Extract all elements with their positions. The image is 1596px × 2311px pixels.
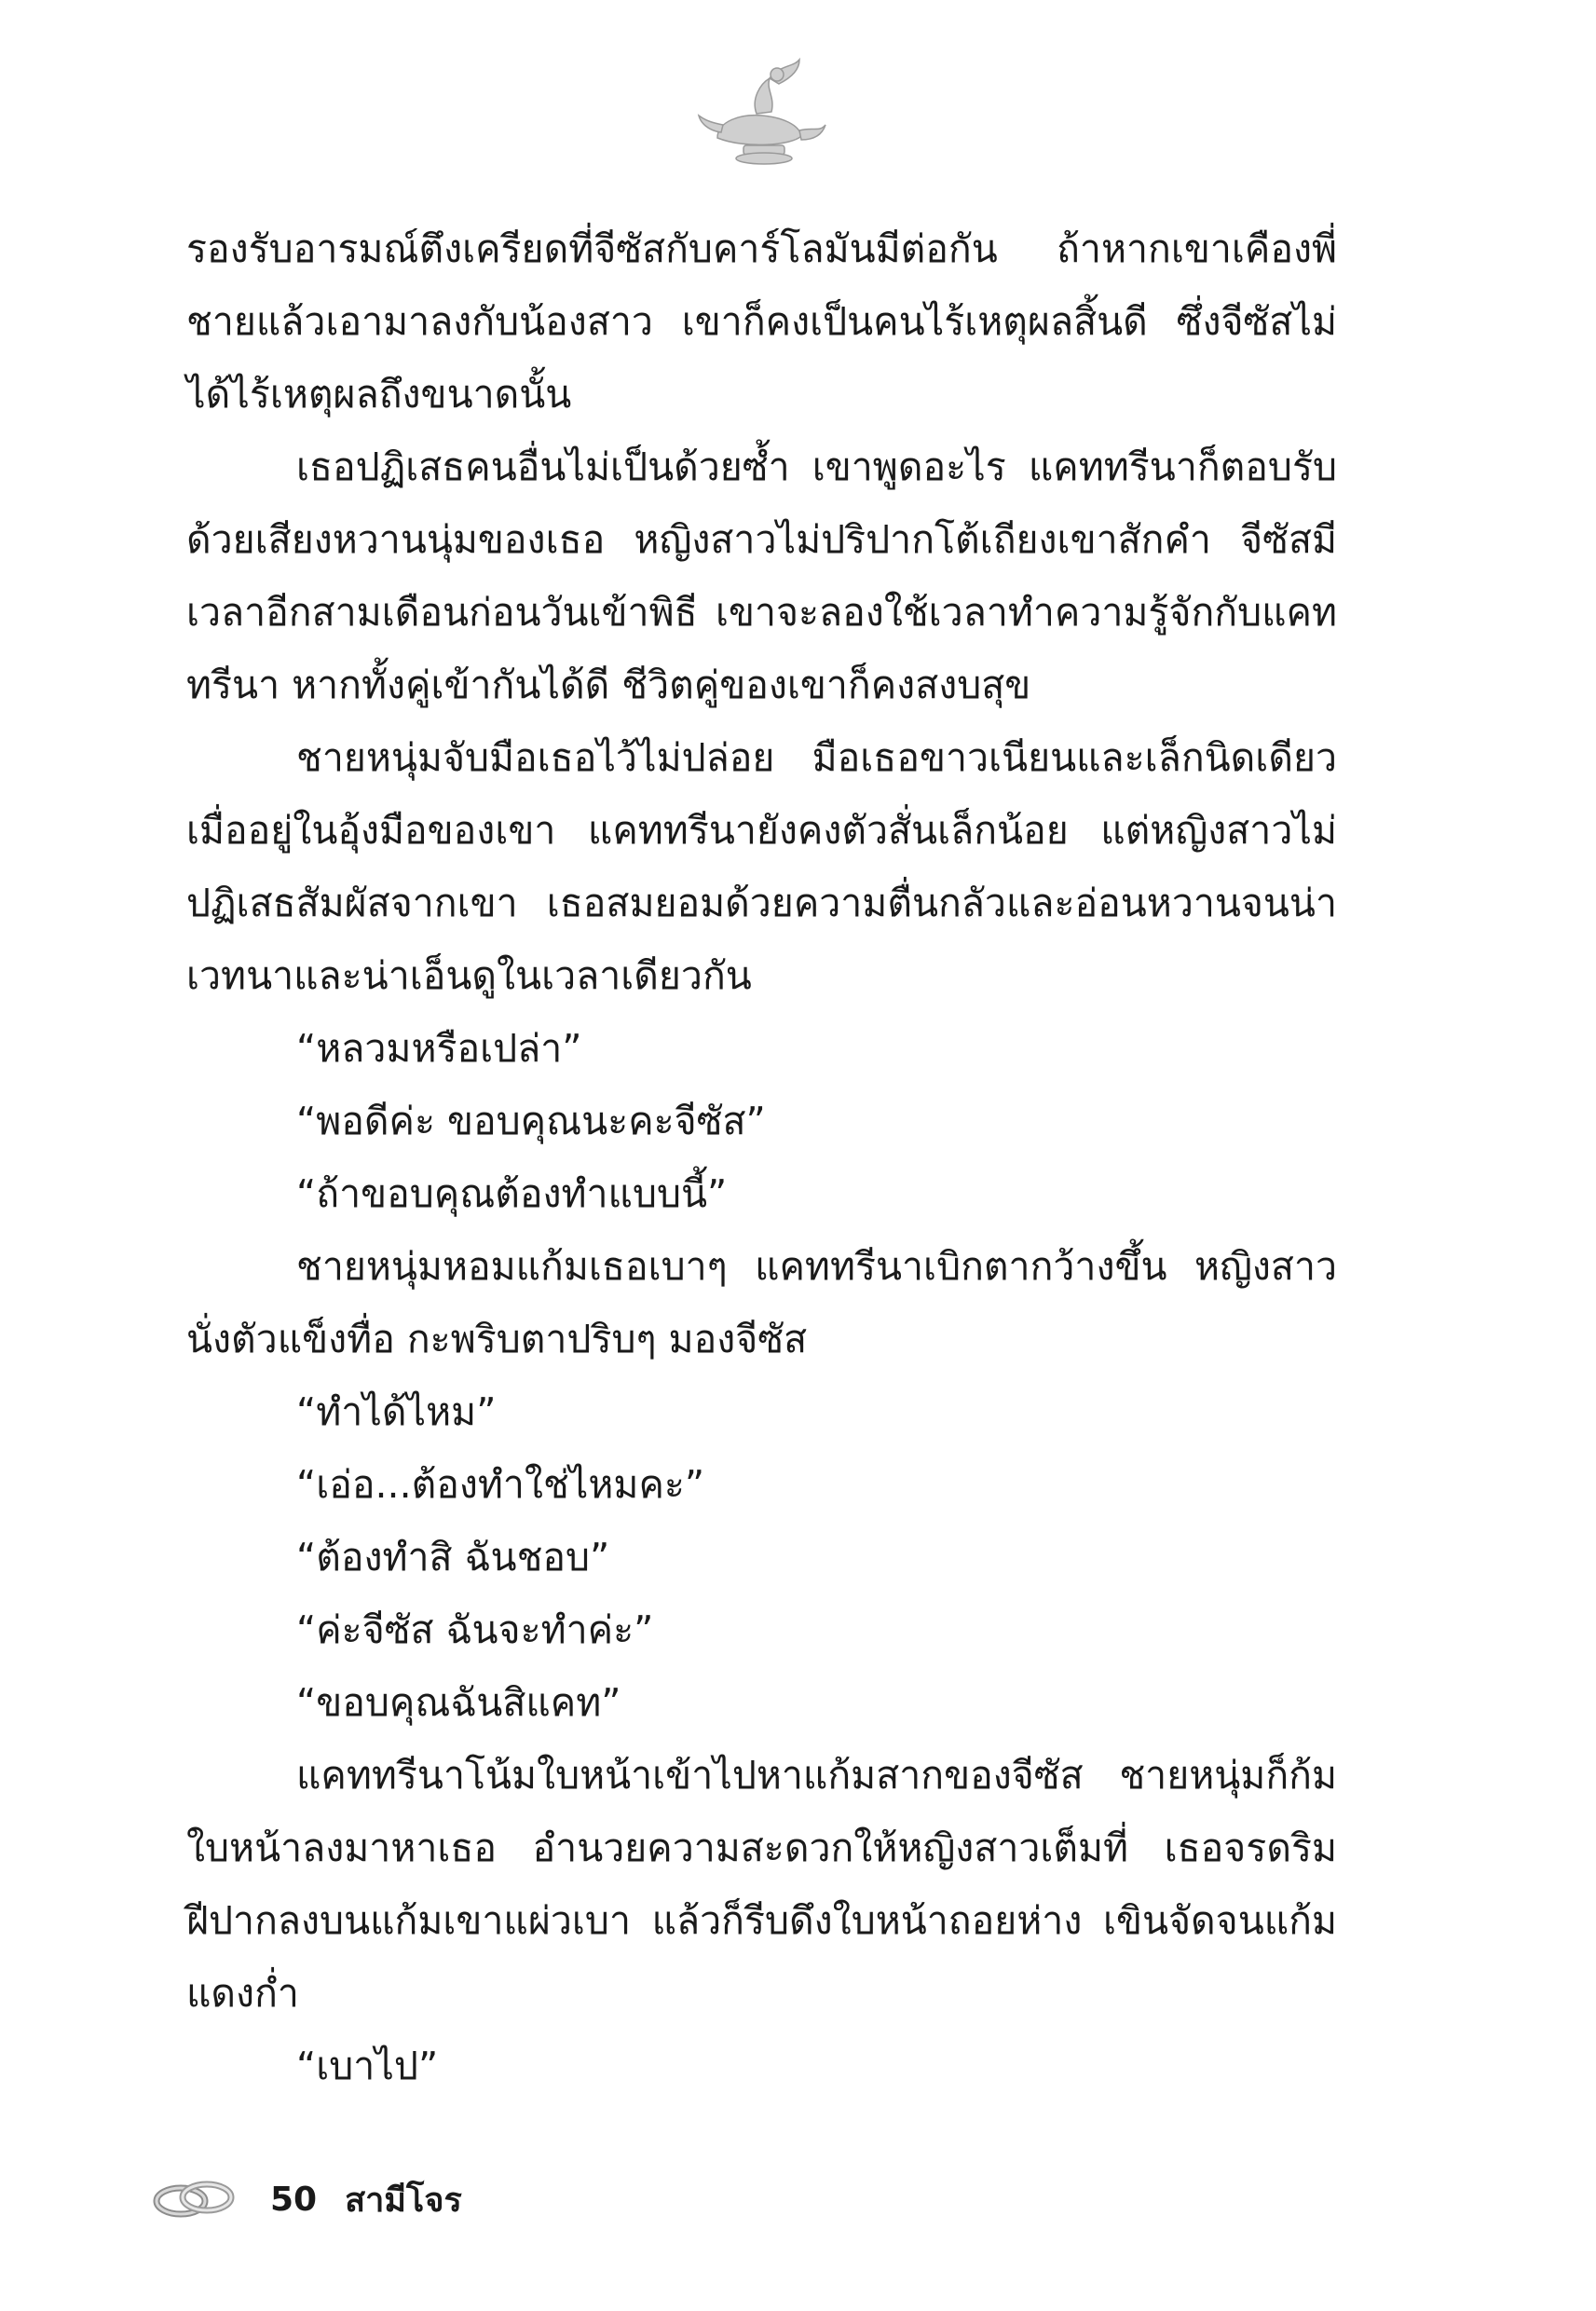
- dialogue-line: “ถ้าขอบคุณต้องทำแบบนี้”: [296, 1171, 728, 1216]
- paragraph: ชายหนุ่มหอมแก้มเธอเบาๆ แคททรีนาเบิกตากว้างขึ้น หญิงสาวนั่งตัวแข็งทื่อ กะพริบตาปริบๆ มองจีซัส: [186, 1244, 1337, 1361]
- dialogue-line: “หลวมหรือเปล่า”: [296, 1026, 582, 1071]
- dialogue-line: “ค่ะจีซัส ฉันจะทำค่ะ”: [296, 1607, 654, 1652]
- paragraph: เธอปฏิเสธคนอื่นไม่เป็นด้วยซ้ำ เขาพูดอะไร แคททรีนาก็ตอบรับด้วยเสียงหวานนุ่มของเธอ หญิงสาวไม่ปริปากโต้เถียงเขาสักคำ จีซัสมีเวลาอีกสามเดือนก่อนวันเข้าพิธี เขาจะลองใช้เวลาทำความรู้จักกับแคททรีนา หากทั้งคู่เข้ากันได้ดี ชีวิตคู่ของเขาก็คงสงบสุข: [186, 444, 1337, 707]
- page-number: 50: [270, 2180, 318, 2219]
- page-footer: [149, 2171, 462, 2227]
- wedding-rings-icon: [149, 2175, 239, 2223]
- dialogue-line: “ขอบคุณฉันสิแคท”: [296, 1680, 621, 1725]
- body-text: [186, 212, 1337, 2102]
- genie-lamp-icon: [689, 56, 829, 168]
- dialogue-line: “ทำได้ไหม”: [296, 1389, 497, 1434]
- dialogue-line: “เบาไป”: [296, 2044, 439, 2088]
- book-title: สามีโจร: [345, 2181, 462, 2220]
- dialogue-line: “ต้องทำสิ ฉันชอบ”: [296, 1535, 610, 1579]
- dialogue-line: “พอดีค่ะ ขอบคุณนะคะจีซัส”: [296, 1099, 766, 1143]
- paragraph: รองรับอารมณ์ตึงเครียดที่จีซัสกับคาร์โลมันมีต่อกัน ถ้าหากเขาเคืองพี่ชายแล้วเอามาลงกับน้องสาว เขาก็คงเป็นคนไร้เหตุผลสิ้นดี ซึ่งจีซัสไม่ได้ไร้เหตุผลถึงขนาดนั้น: [186, 226, 1337, 417]
- dialogue-line: “เอ่อ...ต้องทำใช่ไหมคะ”: [296, 1462, 705, 1507]
- paragraph: ชายหนุ่มจับมือเธอไว้ไม่ปล่อย มือเธอขาวเนียนและเล็กนิดเดียวเมื่ออยู่ในอุ้งมือของเขา แคททรีนายังคงตัวสั่นเล็กน้อย แต่หญิงสาวไม่ปฏิเสธสัมผัสจากเขา เธอสมยอมด้วยความตื่นกลัวและอ่อนหวานจนน่าเวทนาและน่าเอ็นดูในเวลาเดียวกัน: [186, 735, 1337, 998]
- paragraph: แคททรีนาโน้มใบหน้าเข้าไปหาแก้มสากของจีซัส ชายหนุ่มก็ก้มใบหน้าลงมาหาเธอ อำนวยความสะดวกให้หญิงสาวเต็มที่ เธอจรดริมฝีปากลงบนแก้มเขาแผ่วเบา แล้วก็รีบดึงใบหน้าถอยห่าง เขินจัดจนแก้มแดงก่ำ: [186, 1753, 1337, 2016]
